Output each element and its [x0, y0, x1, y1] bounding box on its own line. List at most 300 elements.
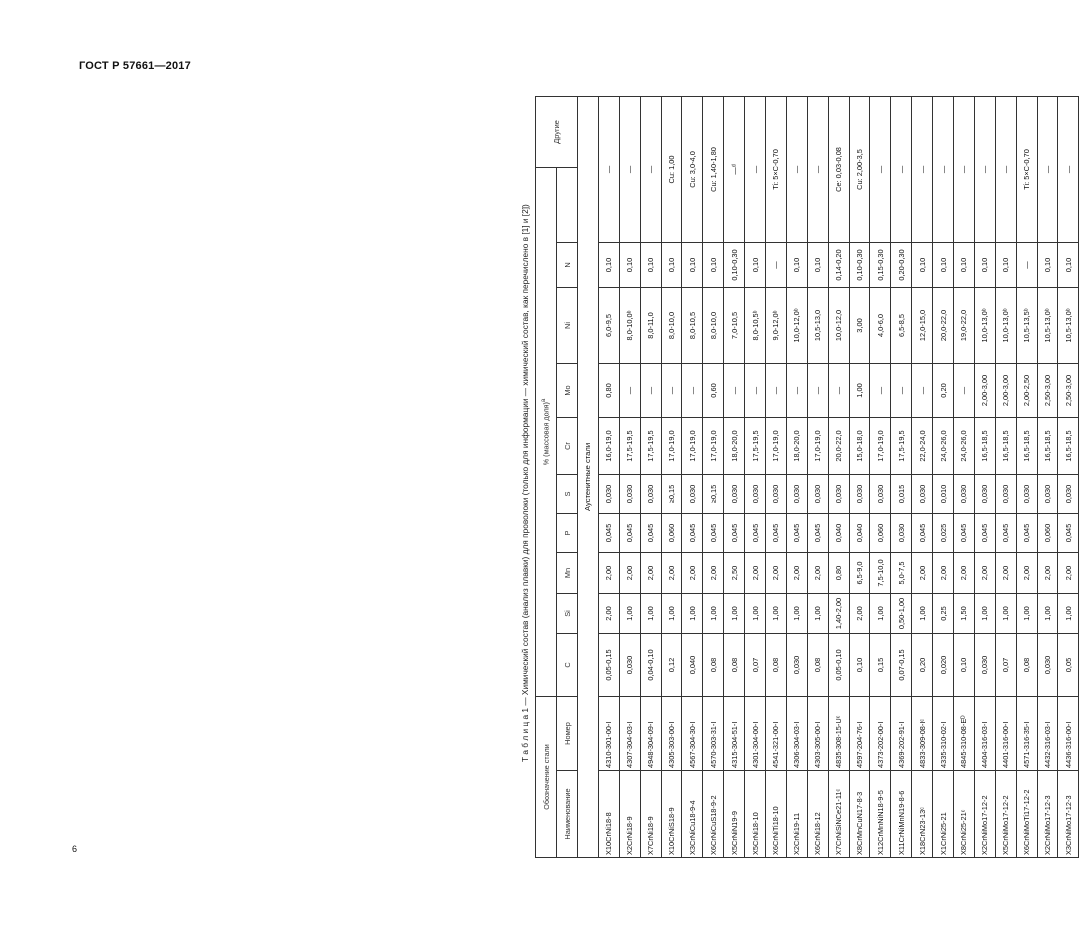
table-row — [912, 96, 933, 857]
cell-other: — — [974, 96, 995, 242]
cell-other: — — [745, 96, 766, 242]
cell-name: X2CrNiMo17-12-3 — [1037, 771, 1058, 858]
cell-mo: — — [807, 364, 828, 418]
cell-mo: 2,50-3,00 — [1058, 364, 1079, 418]
cell-s: 0,030 — [786, 475, 807, 514]
cell-mn: 2,00 — [974, 553, 995, 594]
cell-num: 4315-304-51-I — [724, 697, 745, 771]
cell-ni: 8,0-10,0 — [661, 288, 682, 364]
cell-c: 0,15 — [870, 634, 891, 697]
cell-n: 0,14-0,20 — [828, 243, 849, 288]
cell-other: — — [891, 96, 912, 242]
cell-p: 0,045 — [619, 514, 640, 553]
col-number-header: Номер — [557, 697, 578, 771]
table-row — [891, 96, 912, 857]
cell-name: X5CrNiN19-9 — [724, 771, 745, 858]
cell-cr: 15,0-18,0 — [849, 418, 870, 475]
cell-si: 1,00 — [619, 594, 640, 634]
cell-n: — — [1016, 243, 1037, 288]
cell-cr: 17,5-19,5 — [745, 418, 766, 475]
cell-n: 0,10 — [954, 243, 975, 288]
cell-si: 1,00 — [661, 594, 682, 634]
cell-p: 0,045 — [807, 514, 828, 553]
cell-mn: 2,00 — [912, 553, 933, 594]
cell-mn: 2,00 — [954, 553, 975, 594]
cell-s: 0,015 — [891, 475, 912, 514]
cell-num: 4306-304-03-I — [786, 697, 807, 771]
cell-mo: — — [891, 364, 912, 418]
table-row — [995, 96, 1016, 857]
cell-other: Cu: 1,00 — [661, 96, 682, 242]
cell-s: ≥0,15 — [703, 475, 724, 514]
cell-c: 0,040 — [682, 634, 703, 697]
cell-cr: 18,0-20,0 — [724, 418, 745, 475]
cell-num: 4432-316-03-I — [1037, 697, 1058, 771]
cell-other: — — [933, 96, 954, 242]
cell-num: 4597-204-76-I — [849, 697, 870, 771]
cell-si: 1,00 — [640, 594, 661, 634]
cell-p: 0,045 — [995, 514, 1016, 553]
cell-n: 0,10 — [682, 243, 703, 288]
cell-cr: 20,0-22,0 — [828, 418, 849, 475]
cell-si: 2,00 — [849, 594, 870, 634]
cell-s: 0,030 — [640, 475, 661, 514]
cell-s: 0,030 — [682, 475, 703, 514]
cell-n: 0,10 — [703, 243, 724, 288]
cell-si: 1,00 — [703, 594, 724, 634]
cell-name: X11CrNiMnN19-8-6 — [891, 771, 912, 858]
cell-ni: 9,0-12,0ᵇ — [766, 288, 787, 364]
cell-ni: 10,0-12,0ᵇ — [786, 288, 807, 364]
cell-c: 0,05-0,10 — [828, 634, 849, 697]
designation-group-header: Обозначение стали — [536, 697, 557, 858]
cell-mo: — — [640, 364, 661, 418]
cell-c: 0,12 — [661, 634, 682, 697]
col-mo-header: Mo — [557, 364, 578, 418]
cell-mo: — — [619, 364, 640, 418]
cell-c: 0,05-0,15 — [598, 634, 619, 697]
cell-si: 1,00 — [766, 594, 787, 634]
cell-n: 0,10 — [640, 243, 661, 288]
cell-ni: 8,0-11,0 — [640, 288, 661, 364]
cell-mo: 2,00-2,50 — [1016, 364, 1037, 418]
cell-mn: 2,00 — [619, 553, 640, 594]
cell-mo: — — [745, 364, 766, 418]
cell-n: 0,10 — [661, 243, 682, 288]
cell-mo: 2,00-3,00 — [974, 364, 995, 418]
cell-ni: 7,0-10,5 — [724, 288, 745, 364]
table-row — [724, 96, 745, 857]
cell-mo: 2,50-3,00 — [1037, 364, 1058, 418]
table-row — [974, 96, 995, 857]
cell-si: 1,00 — [724, 594, 745, 634]
section-label: Аустенитные стали — [578, 96, 599, 857]
cell-s: 0,030 — [870, 475, 891, 514]
cell-ni: 8,0-10,0ᵇ — [619, 288, 640, 364]
cell-n: 0,10 — [1037, 243, 1058, 288]
cell-mo: — — [661, 364, 682, 418]
cell-p: 0,045 — [745, 514, 766, 553]
cell-n: 0,10 — [974, 243, 995, 288]
page-number: 6 — [72, 844, 78, 854]
cell-s: 0,030 — [598, 475, 619, 514]
cell-ni: 10,5-13,0ᵇ — [1058, 288, 1079, 364]
cell-n: 0,10 — [912, 243, 933, 288]
cell-name: X8CrNi25-21ᶜ — [954, 771, 975, 858]
cell-p: 0,045 — [598, 514, 619, 553]
cell-other: — — [598, 96, 619, 242]
cell-s: 0,030 — [974, 475, 995, 514]
cell-si: 2,00 — [598, 594, 619, 634]
cell-c: 0,08 — [1016, 634, 1037, 697]
cell-num: 4571-316-35-I — [1016, 697, 1037, 771]
cell-name: X18CrN23-13ᶜ — [912, 771, 933, 858]
cell-si: 1,00 — [682, 594, 703, 634]
col-other-header: Другие — [536, 96, 578, 167]
cell-s: 0,030 — [849, 475, 870, 514]
chemical-composition-table — [535, 96, 1079, 858]
cell-mn: 2,00 — [661, 553, 682, 594]
table-row — [703, 96, 724, 857]
cell-name: X6CrNi18-12 — [807, 771, 828, 858]
cell-n: 0,10 — [933, 243, 954, 288]
cell-n: 0,10 — [619, 243, 640, 288]
cell-cr: 16,5-18,5 — [974, 418, 995, 475]
cell-s: 0,030 — [912, 475, 933, 514]
cell-num: 4541-321-00-I — [766, 697, 787, 771]
cell-name: X6CrNiTi18-10 — [766, 771, 787, 858]
cell-si: 1,50 — [954, 594, 975, 634]
cell-mn: 2,00 — [682, 553, 703, 594]
cell-s: 0,030 — [1037, 475, 1058, 514]
cell-s: 0,030 — [745, 475, 766, 514]
cell-p: 0,060 — [661, 514, 682, 553]
header-row-columns — [557, 96, 578, 857]
cell-ni: 6,0-9,5 — [598, 288, 619, 364]
cell-cr: 16,5-18,5 — [1016, 418, 1037, 475]
cell-ni: 10,5-13,5ᵇ — [1016, 288, 1037, 364]
cell-other: —ᵈ — [724, 96, 745, 242]
cell-name: X8CrMnCuN17-8-3 — [849, 771, 870, 858]
cell-c: 0,08 — [703, 634, 724, 697]
cell-ni: 12,0-15,0 — [912, 288, 933, 364]
section-row — [578, 96, 599, 857]
cell-mn: 2,00 — [1016, 553, 1037, 594]
table-row — [1037, 96, 1058, 857]
table-row — [1058, 96, 1079, 857]
col-s-header: S — [557, 475, 578, 514]
cell-p: 0,060 — [870, 514, 891, 553]
cell-s: 0,030 — [619, 475, 640, 514]
cell-num: 4305-303-00-I — [661, 697, 682, 771]
cell-s: 0,030 — [828, 475, 849, 514]
cell-name: X6CrNiCuS18-9-2 — [703, 771, 724, 858]
cell-name: X5CrNi18-10 — [745, 771, 766, 858]
cell-mn: 2,00 — [745, 553, 766, 594]
table-row — [745, 96, 766, 857]
cell-cr: 18,0-20,0 — [786, 418, 807, 475]
cell-cr: 17,5-19,5 — [619, 418, 640, 475]
cell-num: 4570-303-31-I — [703, 697, 724, 771]
cell-si: 1,00 — [807, 594, 828, 634]
cell-s: ≥0,15 — [661, 475, 682, 514]
cell-mo: 1,00 — [849, 364, 870, 418]
standard-header: ГОСТ Р 57661—2017 — [79, 60, 191, 72]
cell-other: — — [954, 96, 975, 242]
cell-num: 4307-304-03-I — [619, 697, 640, 771]
cell-n: 0,10-0,30 — [849, 243, 870, 288]
cell-cr: 17,0-19,0 — [661, 418, 682, 475]
cell-c: 0,08 — [724, 634, 745, 697]
cell-ni: 10,5-13,0 — [807, 288, 828, 364]
cell-name: X6CrNiMoTi17-12-2 — [1016, 771, 1037, 858]
cell-mn: 2,00 — [995, 553, 1016, 594]
cell-p: 0,025 — [933, 514, 954, 553]
cell-p: 0,045 — [682, 514, 703, 553]
col-cr-header: Cr — [557, 418, 578, 475]
cell-name: X3CrNiMo17-12-3 — [1058, 771, 1079, 858]
cell-mn: 2,50 — [724, 553, 745, 594]
cell-other: — — [912, 96, 933, 242]
cell-c: 0,07-0,15 — [891, 634, 912, 697]
cell-ni: 8,0-10,5 — [682, 288, 703, 364]
cell-other: — — [786, 96, 807, 242]
cell-other: — — [995, 96, 1016, 242]
cell-mn: 2,00 — [933, 553, 954, 594]
cell-p: 0,045 — [954, 514, 975, 553]
cell-cr: 17,0-19,0 — [682, 418, 703, 475]
cell-cr: 16,5-18,5 — [1058, 418, 1079, 475]
cell-cr: 17,0-19,0 — [703, 418, 724, 475]
cell-si: 1,00 — [995, 594, 1016, 634]
cell-other: — — [640, 96, 661, 242]
cell-other: Ti: 5×C-0,70 — [766, 96, 787, 242]
cell-s: 0,010 — [933, 475, 954, 514]
cell-other: — — [870, 96, 891, 242]
cell-s: 0,030 — [807, 475, 828, 514]
cell-c: 0,04-0,10 — [640, 634, 661, 697]
col-mn-header: Mn — [557, 553, 578, 594]
cell-p: 0,040 — [849, 514, 870, 553]
cell-other: — — [1058, 96, 1079, 242]
cell-c: 0,020 — [933, 634, 954, 697]
cell-p: 0,045 — [786, 514, 807, 553]
cell-s: 0,030 — [1058, 475, 1079, 514]
cell-num: 4373-202-00-I — [870, 697, 891, 771]
table-row — [598, 96, 619, 857]
cell-ni: 10,0-12,0 — [828, 288, 849, 364]
cell-mo: 2,00-3,00 — [995, 364, 1016, 418]
cell-mo: 0,20 — [933, 364, 954, 418]
cell-num: 4567-304-30-I — [682, 697, 703, 771]
cell-other: Ti: 5×C-0,70 — [1016, 96, 1037, 242]
cell-si: 1,40-2,00 — [828, 594, 849, 634]
cell-mo: — — [786, 364, 807, 418]
cell-cr: 16,0-19,0 — [598, 418, 619, 475]
cell-num: 4335-310-02-I — [933, 697, 954, 771]
cell-mn: 2,00 — [598, 553, 619, 594]
col-si-header: Si — [557, 594, 578, 634]
col-p-header: P — [557, 514, 578, 553]
cell-cr: 22,0-24,0 — [912, 418, 933, 475]
cell-ni: 4,0-6,0 — [870, 288, 891, 364]
cell-mo: — — [912, 364, 933, 418]
cell-p: 0,045 — [1058, 514, 1079, 553]
cell-num: 4301-304-00-I — [745, 697, 766, 771]
cell-num: 4303-305-00-I — [807, 697, 828, 771]
cell-n: 0,10 — [995, 243, 1016, 288]
cell-cr: 17,0-19,0 — [870, 418, 891, 475]
cell-num: 4369-202-91-I — [891, 697, 912, 771]
cell-mo: — — [828, 364, 849, 418]
cell-ni: 8,0-10,5ᵇ — [745, 288, 766, 364]
cell-mn: 2,00 — [807, 553, 828, 594]
cell-p: 0,045 — [974, 514, 995, 553]
cell-ni: 6,5-8,5 — [891, 288, 912, 364]
cell-mn: 2,00 — [766, 553, 787, 594]
cell-num: 4833-309-08-Iᶜ — [912, 697, 933, 771]
cell-c: 0,05 — [1058, 634, 1079, 697]
table-row — [1016, 96, 1037, 857]
cell-p: 0,030 — [891, 514, 912, 553]
cell-si: 1,00 — [870, 594, 891, 634]
cell-cr: 16,5-18,5 — [995, 418, 1016, 475]
cell-p: 0,040 — [828, 514, 849, 553]
cell-name: X2CrNi18-9 — [619, 771, 640, 858]
cell-other: — — [807, 96, 828, 242]
cell-c: 0,030 — [619, 634, 640, 697]
cell-num: 4835-308-15-Uᶜ — [828, 697, 849, 771]
cell-mn: 2,00 — [703, 553, 724, 594]
cell-s: 0,030 — [766, 475, 787, 514]
cell-si: 1,00 — [1058, 594, 1079, 634]
table-row — [682, 96, 703, 857]
cell-c: 0,10 — [849, 634, 870, 697]
cell-si: 0,25 — [933, 594, 954, 634]
cell-ni: 10,5-13,0ᵇ — [1037, 288, 1058, 364]
cell-p: 0,045 — [912, 514, 933, 553]
cell-name: X3CrNiCu18-9-4 — [682, 771, 703, 858]
cell-c: 0,08 — [807, 634, 828, 697]
cell-mn: 6,5-9,0 — [849, 553, 870, 594]
cell-mn: 0,80 — [828, 553, 849, 594]
cell-p: 0,045 — [1016, 514, 1037, 553]
cell-s: 0,030 — [995, 475, 1016, 514]
cell-c: 0,08 — [766, 634, 787, 697]
cell-name: X10CrNiS18-9 — [661, 771, 682, 858]
cell-si: 1,00 — [1037, 594, 1058, 634]
cell-cr: 24,0-26,0 — [933, 418, 954, 475]
cell-cr: 17,5-19,5 — [640, 418, 661, 475]
table-row — [619, 96, 640, 857]
cell-cr: 16,5-18,5 — [1037, 418, 1058, 475]
cell-mo: — — [766, 364, 787, 418]
cell-c: 0,07 — [995, 634, 1016, 697]
cell-s: 0,030 — [954, 475, 975, 514]
table-row — [954, 96, 975, 857]
table-row — [661, 96, 682, 857]
cell-si: 1,00 — [1016, 594, 1037, 634]
cell-ni: 8,0-10,0 — [703, 288, 724, 364]
cell-other: — — [1037, 96, 1058, 242]
cell-mn: 2,00 — [786, 553, 807, 594]
cell-mo: — — [724, 364, 745, 418]
cell-num: 4404-316-03-I — [974, 697, 995, 771]
table-caption: Т а б л и ц а 1 — Химический состав (анализ плавки) для проволоки (только для информации — химический состав, как перечислено в [1] и [2]) — [520, 204, 530, 762]
cell-name: X5CrNiMo17-12-2 — [995, 771, 1016, 858]
cell-ni: 20,0-22,0 — [933, 288, 954, 364]
cell-mo: — — [954, 364, 975, 418]
cell-s: 0,030 — [724, 475, 745, 514]
cell-name: X7CrNi18-9 — [640, 771, 661, 858]
cell-n: — — [766, 243, 787, 288]
cell-mn: 5,0-7,5 — [891, 553, 912, 594]
cell-n: 0,10 — [745, 243, 766, 288]
cell-p: 0,045 — [703, 514, 724, 553]
cell-cr: 17,0-19,0 — [766, 418, 787, 475]
cell-cr: 17,5-19,5 — [891, 418, 912, 475]
header-row-groups — [536, 96, 557, 857]
cell-name: X7CrNiSiNCe21-11ᶜ — [828, 771, 849, 858]
cell-mn: 2,00 — [640, 553, 661, 594]
cell-c: 0,10 — [954, 634, 975, 697]
cell-name: X2CrNi19-11 — [786, 771, 807, 858]
cell-p: 0,060 — [1037, 514, 1058, 553]
cell-n: 0,10 — [1058, 243, 1079, 288]
cell-c: 0,030 — [974, 634, 995, 697]
cell-ni: 10,0-13,0ᵇ — [974, 288, 995, 364]
cell-mo: 0,60 — [703, 364, 724, 418]
table-row — [807, 96, 828, 857]
cell-n: 0,10 — [786, 243, 807, 288]
cell-other: Cu: 3,0-4,0 — [682, 96, 703, 242]
cell-ni: 10,0-13,0ᵇ — [995, 288, 1016, 364]
cell-n: 0,10 — [807, 243, 828, 288]
cell-num: 4310-301-00-I — [598, 697, 619, 771]
col-n-header: N — [557, 243, 578, 288]
cell-num: 4845-310-08-Eᴰ — [954, 697, 975, 771]
cell-name: X10CrNi18-8 — [598, 771, 619, 858]
table-row — [786, 96, 807, 857]
cell-si: 1,00 — [786, 594, 807, 634]
table-row — [870, 96, 891, 857]
cell-mo: — — [870, 364, 891, 418]
cell-mn: 2,00 — [1058, 553, 1079, 594]
cell-c: 0,030 — [1037, 634, 1058, 697]
cell-c: 0,20 — [912, 634, 933, 697]
cell-num: 4948-304-09-I — [640, 697, 661, 771]
cell-si: 1,00 — [912, 594, 933, 634]
cell-si: 0,50-1,00 — [891, 594, 912, 634]
cell-p: 0,045 — [724, 514, 745, 553]
cell-other: Cu: 2,00-3,5 — [849, 96, 870, 242]
cell-n: 0,10 — [598, 243, 619, 288]
cell-mo: 0,80 — [598, 364, 619, 418]
cell-num: 4436-316-00-I — [1058, 697, 1079, 771]
cell-n: 0,10-0,30 — [724, 243, 745, 288]
cell-si: 1,00 — [745, 594, 766, 634]
table-row — [766, 96, 787, 857]
cell-cr: 24,0-26,0 — [954, 418, 975, 475]
cell-name: X2CrNiMo17-12-2 — [974, 771, 995, 858]
cell-p: 0,045 — [640, 514, 661, 553]
cell-cr: 17,0-19,0 — [807, 418, 828, 475]
table-row — [849, 96, 870, 857]
cell-other: — — [619, 96, 640, 242]
cell-mn: 7,5-10,0 — [870, 553, 891, 594]
cell-mn: 2,00 — [1037, 553, 1058, 594]
col-c-header: C — [557, 634, 578, 697]
